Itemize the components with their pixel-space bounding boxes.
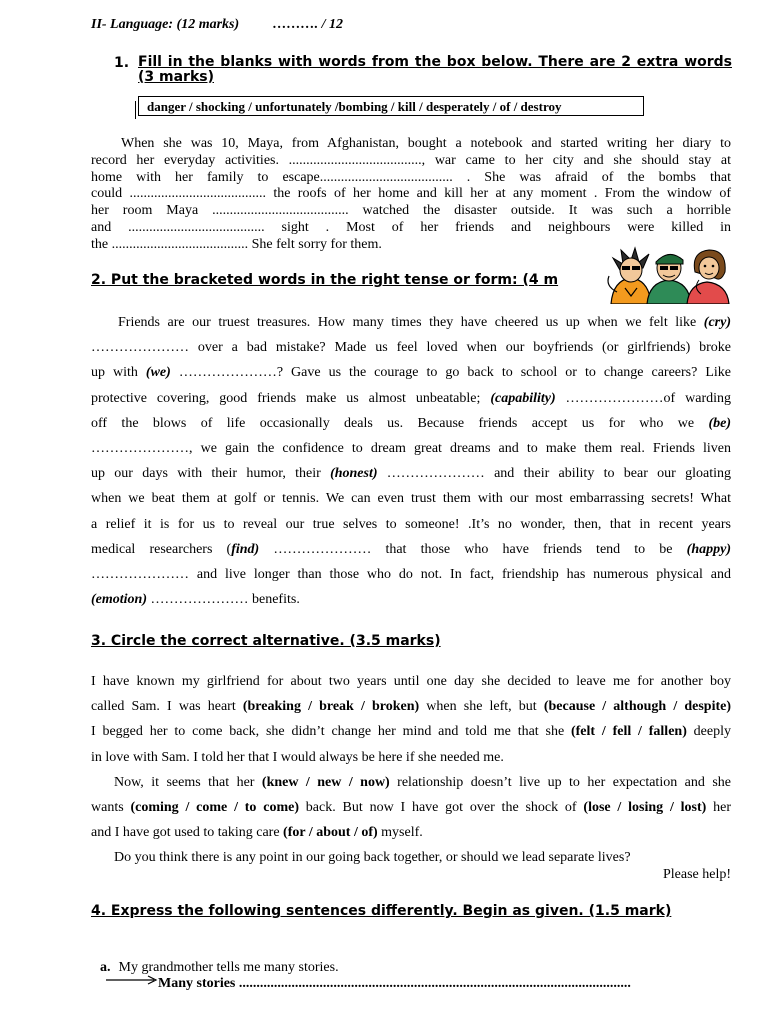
item-letter: a.: [100, 960, 111, 975]
bracketed-word: (capability): [490, 390, 556, 406]
alternatives-choice[interactable]: (breaking / break / broken): [242, 699, 420, 715]
text-segment: protective covering, good friends make us almost unbeatable;: [91, 390, 491, 406]
paragraph-line: [91, 512, 731, 537]
text-segment: …………………? Gave us the courage to go back to school or to change careers? Like: [170, 365, 732, 381]
alternatives-choice[interactable]: (knew / new / now): [261, 774, 390, 790]
paragraph-line: home with her family to escape...................................... . She was afraid of the bombs that: [91, 169, 731, 185]
exercise-2-paragraph: [91, 310, 731, 612]
paragraph-line: [91, 587, 731, 612]
paragraph-line: [91, 745, 731, 770]
bracketed-word: find): [231, 541, 260, 557]
paragraph-line: [91, 360, 731, 385]
bracketed-word: (be): [708, 415, 731, 431]
exercise-1-paragraph: [91, 136, 731, 254]
paragraph-line: [91, 669, 731, 694]
bracketed-word: (happy): [686, 541, 731, 557]
paragraph-line: her room Maya ....................................... watched the disaster outside. It was such a horrible: [91, 203, 731, 219]
text-segment: Friends are our truest treasures. How many times they have cheered us up when we felt like: [118, 315, 704, 330]
alternatives-choice[interactable]: (coming / come / to come): [130, 799, 299, 815]
paragraph-line: [91, 537, 731, 562]
text-segment: …………………, we gain the confidence to dream great dreams and to make them real. Friends liven: [91, 440, 731, 456]
text-segment: ………………… that those who have friends tend to be: [259, 541, 687, 557]
text-segment: in love with Sam. I told her that I would always be here if she needed me.: [91, 749, 504, 765]
text-segment: ………………… and live longer than those who do not. In fact, friendship has numerous physical and: [91, 566, 731, 582]
text-segment: her: [706, 799, 731, 815]
paragraph-line: [91, 310, 731, 335]
paragraph-line: [91, 335, 731, 360]
paragraph-line: When she was 10, Maya, from Afghanistan, bought a notebook and started writing her diary to: [121, 136, 731, 151]
paragraph-line: [91, 461, 731, 486]
bracketed-word: (emotion): [91, 592, 147, 608]
alternatives-choice[interactable]: (because / although / despite): [543, 699, 732, 715]
text-segment: a relief it is for us to reveal our true selves to someone! .It’s no wonder, then, that in recent years: [91, 516, 731, 532]
text-segment: ………………… and their ability to bear our gloating: [377, 466, 732, 482]
exercise-1-title: Fill in the blanks with words from the box below. There are 2 extra words (3 marks): [138, 54, 732, 85]
text-segment: Please help!: [662, 866, 731, 882]
text-segment: Now, it seems that her: [114, 774, 262, 790]
exercise-4-title: 4. Express the following sentences differently. Begin as given. (1.5 mark): [91, 903, 672, 919]
text-segment: ………………… benefits.: [147, 592, 300, 608]
text-segment: medical researchers (: [91, 541, 232, 557]
text-segment: myself.: [377, 825, 423, 841]
exercise-2-title: 2. Put the bracketed words in the right tense or form: (4 m: [91, 272, 559, 288]
paragraph-line: [91, 795, 731, 820]
exercise-3-paragraph: [91, 669, 731, 884]
paragraph-line: [91, 386, 731, 411]
section-header: [91, 17, 343, 33]
text-segment: Do you think there is any point in our going back together, or should we lead separate lives?: [114, 850, 631, 866]
text-segment: wants: [91, 799, 131, 815]
paragraph-line: could ....................................... the roofs of her home and kill her at any moment . From the window of: [91, 186, 731, 202]
text-segment: up with: [91, 365, 146, 381]
paragraph-line: [91, 562, 731, 587]
text-segment: …………………of warding: [555, 390, 732, 406]
alternatives-choice[interactable]: (felt / fell / fallen): [570, 724, 687, 740]
paragraph-line: [91, 820, 731, 845]
alternatives-choice[interactable]: (lose / losing / lost): [583, 799, 707, 815]
bracketed-word: (honest): [330, 466, 378, 482]
text-segment: I begged her to come back, she didn’t change her mind and told me that she: [91, 724, 571, 740]
paragraph-line: and ....................................... sight . Most of her friends and neighbours were killed in: [91, 219, 731, 235]
text-segment: when we beat them at golf or tennis. We can even trust them with our most embarrassing secrets! What: [91, 491, 731, 507]
word-box: danger / shocking / unfortunately /bombing / kill / desperately / of / destroy: [138, 96, 644, 116]
score-field: ………. / 12: [272, 17, 344, 32]
paragraph-line: [91, 411, 731, 436]
text-segment: when she left, but: [419, 699, 544, 715]
alternatives-choice[interactable]: (for / about / of): [283, 825, 378, 841]
language-section-title: II- Language: (12 marks): [91, 17, 240, 32]
text-segment: I have known my girlfriend for about two years until one day she decided to leave me for another boy: [91, 674, 731, 689]
right-arrow-icon: [106, 974, 158, 986]
bracketed-word: (we): [145, 365, 171, 381]
text-segment: back. But now I have got over the shock of: [299, 799, 584, 815]
paragraph-line: [91, 770, 731, 795]
bracketed-word: (cry): [703, 315, 731, 330]
paragraph-line: the ....................................... She felt sorry for them.: [91, 236, 382, 252]
text-segment: called Sam. I was heart: [91, 699, 243, 715]
text-segment: off the blows of life occasionally deals us. Because friends accept us for who we: [91, 415, 709, 431]
exercise-1-number: 1.: [114, 55, 130, 71]
text-segment: up our days with their humor, their: [91, 466, 331, 482]
paragraph-line: [91, 436, 731, 461]
exercise-3-title: 3. Circle the correct alternative. (3.5 marks): [91, 633, 441, 649]
text-segment: relationship doesn’t live up to her expectation and she: [389, 774, 731, 790]
text-segment: deeply: [686, 724, 731, 740]
paragraph-line: [91, 719, 731, 744]
text-segment: ………………… over a bad mistake? Made us feel loved when our boyfriends (or girlfriends) broke: [91, 340, 731, 356]
text-segment: and I have got used to taking care: [91, 825, 284, 841]
paragraph-line: [91, 486, 731, 511]
paragraph-line: [91, 694, 731, 719]
answer-line[interactable]: Many stories ................................................................................................................: [158, 976, 631, 991]
paragraph-line: record her everyday activities. ......................................, war came to her city and she should stay at: [91, 152, 731, 168]
group-of-friends-illustration: [603, 242, 733, 304]
item-sentence: My grandmother tells me many stories.: [118, 960, 339, 975]
